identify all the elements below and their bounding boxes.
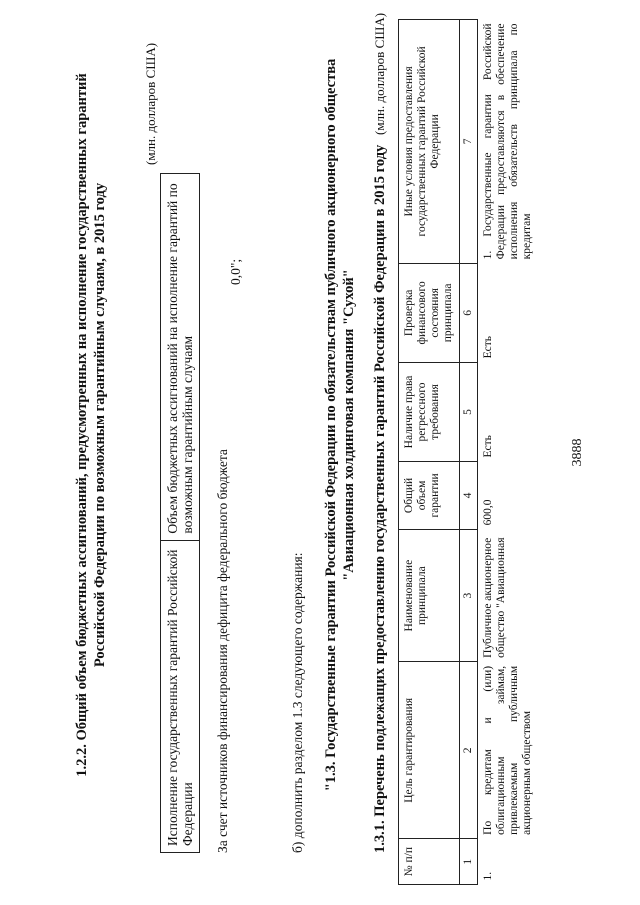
header-check: Проверка финансового состояния принципала	[399, 263, 460, 362]
section-1-3-1-title: 1.3.1. Перечень подлежащих предоставлению государственных гарантий Российской Федерации в 2015 году	[372, 144, 388, 853]
table-row	[478, 20, 539, 885]
row-purpose: По кредитам и (или) облигационным займам, привлекаемым публичным акционерным обществом	[482, 665, 533, 835]
row-conditions: 1. Государственные гарантии Российской Федерации предоставляются в обеспечение исполнения обязательств принципала по кредитам	[482, 23, 533, 260]
column-number-row	[460, 20, 478, 885]
unit-label-2: (млн. долларов США)	[372, 12, 387, 135]
header-total: Общий объем гарантии	[399, 461, 460, 529]
source-value: 0,0";	[228, 258, 243, 285]
instruction-text: б) дополнить разделом 1.3 следующего содержания:	[290, 552, 305, 853]
row-regress: Есть	[482, 435, 494, 458]
source-label: За счет источников финансирования дефицита федерального бюджета	[215, 449, 230, 853]
header-purpose: Цель гарантирования	[399, 662, 460, 839]
row-number: 1.	[482, 871, 494, 881]
row-check: Есть	[482, 336, 494, 359]
guarantees-table	[398, 19, 538, 885]
header-conditions: Иные условия предоставления государственных гарантий Российской Федерации	[399, 20, 460, 264]
col-num-5: 5	[460, 362, 478, 461]
section-1-3-title: "1.3. Государственные гарантии Российской Федерации по обязательствам публичного акционерного общества "Авиационная холдинговая компания "Сухой"	[323, 58, 357, 792]
col-header-execution: Исполнение государственных гарантий Российской Федерации	[161, 540, 200, 852]
section-1-2-2-title: 1.2.2. Общий объем бюджетных ассигнований, предусмотренных на исполнение государственных гарантий Российской Федерации по возможным гарантийным случаям, в 2015 году	[74, 73, 108, 777]
table-header-row	[161, 174, 200, 853]
header-number: № п/п	[399, 839, 460, 885]
col-num-7: 7	[460, 20, 478, 264]
col-num-2: 2	[460, 662, 478, 839]
col-header-allocation: Объем бюджетных ассигнований на исполнение гарантий по возможным гарантийным случаям	[161, 174, 200, 541]
row-principal: Публичное акционерное общество "Авиационная	[482, 537, 507, 658]
col-num-4: 4	[460, 461, 478, 529]
row-total: 600,0	[482, 499, 494, 526]
table-header-row	[399, 20, 460, 885]
header-regress: Наличие права регрессного требования	[399, 362, 460, 461]
unit-label-1: (млн. долларов США)	[143, 42, 158, 165]
budget-allocation-table	[160, 173, 200, 853]
col-num-1: 1	[460, 839, 478, 885]
header-principal: Наименование принципала	[399, 529, 460, 661]
col-num-3: 3	[460, 529, 478, 661]
page-number: 3888	[570, 438, 585, 467]
col-num-6: 6	[460, 263, 478, 362]
